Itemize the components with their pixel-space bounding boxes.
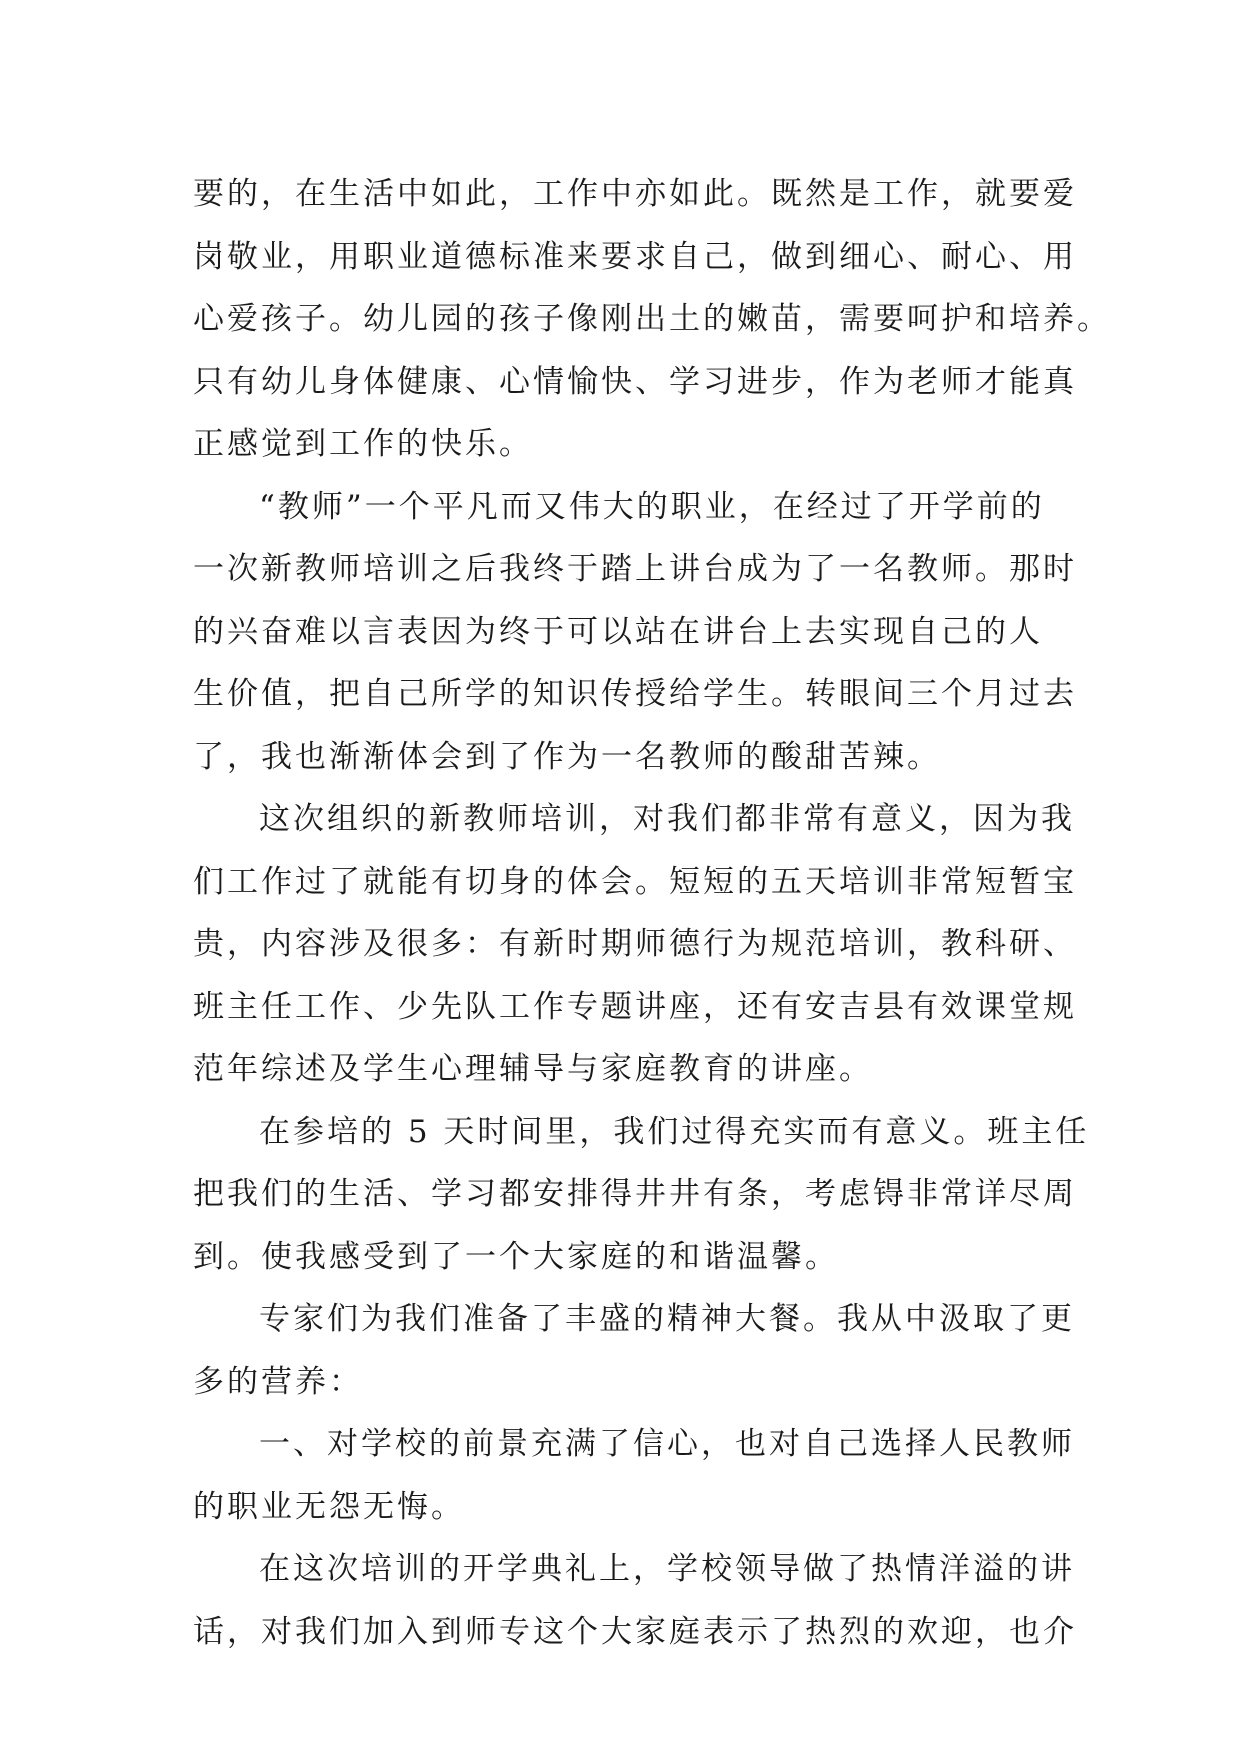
text-line: 生价值，把自己所学的知识传授给学生。转眼间三个月过去 <box>193 676 1077 712</box>
text-line: 话，对我们加入到师专这个大家庭表示了热烈的欢迎，也介 <box>193 1613 1077 1650</box>
text-line: 们工作过了就能有切身的体会。短短的五天培训非常短暂宝 <box>193 863 1077 900</box>
text-line: 岗敬业，用职业道德标准来要求自己，做到细心、耐心、用 <box>193 238 1077 275</box>
paragraph-start-line: 一、对学校的前景充满了信心，也对自己选择人民教师 <box>259 1426 1075 1462</box>
text-line: 范年综述及学生心理辅导与家庭教育的讲座。 <box>193 1051 873 1087</box>
text-line: 贵，内容涉及很多：有新时期师德行为规范培训，教科研、 <box>193 926 1077 962</box>
paragraph-start-line: 在参培的 5 天时间里，我们过得充实而有意义。班主任 <box>259 1113 1090 1150</box>
paragraph-start-line: 这次组织的新教师培训，对我们都非常有意义，因为我 <box>259 801 1075 837</box>
document-body <box>193 163 1111 1663</box>
text-line: 心爱孩子。幼儿园的孩子像刚出土的嫩苗，需要呵护和培养。 <box>193 301 1111 337</box>
text-line: 的职业无怨无悔。 <box>193 1488 465 1525</box>
text-line: 正感觉到工作的快乐。 <box>193 426 533 462</box>
text-line: 的兴奋难以言表因为终于可以站在讲台上去实现自己的人 <box>193 613 1043 650</box>
text-line: 班主任工作、少先队工作专题讲座，还有安吉县有效课堂规 <box>193 988 1077 1025</box>
text-line: 只有幼儿身体健康、心情愉快、学习进步，作为老师才能真 <box>193 363 1077 400</box>
text-line: 一次新教师培训之后我终于踏上讲台成为了一名教师。那时 <box>193 551 1077 587</box>
text-line: 了，我也渐渐体会到了作为一名教师的酸甜苦辣。 <box>193 738 941 775</box>
paragraph-start-line: 专家们为我们准备了丰盛的精神大餐。我从中汲取了更 <box>259 1301 1075 1337</box>
text-line: 到。使我感受到了一个大家庭的和谐温馨。 <box>193 1238 839 1275</box>
text-line: 多的营养： <box>193 1363 363 1400</box>
paragraph-start-line: “教师”一个平凡而又伟大的职业，在经过了开学前的 <box>259 488 1045 525</box>
paragraph-start-line: 在这次培训的开学典礼上，学校领导做了热情洋溢的讲 <box>259 1551 1075 1587</box>
text-line: 把我们的生活、学习都安排得井井有条，考虑锝非常详尽周 <box>193 1176 1077 1212</box>
text-line: 要的，在生活中如此，工作中亦如此。既然是工作，就要爱 <box>193 176 1077 212</box>
